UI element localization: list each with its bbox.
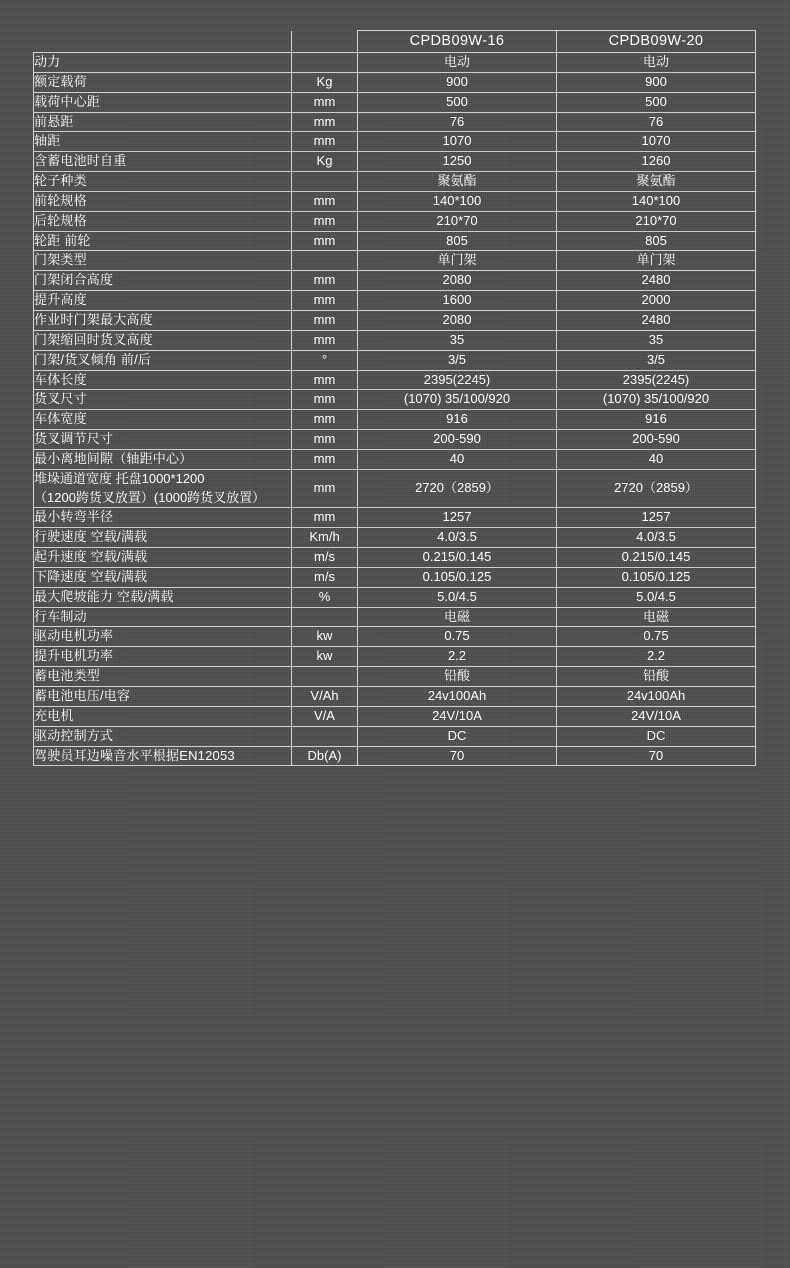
table-row bbox=[34, 310, 756, 330]
row-unit: mm bbox=[292, 449, 358, 469]
row-label: 起升速度 空载/满载 bbox=[34, 548, 292, 568]
row-value-model-1: 铅酸 bbox=[358, 667, 557, 687]
row-label-line-2: （1200跨货叉放置）(1000跨货叉放置） bbox=[34, 489, 266, 505]
row-unit: mm bbox=[292, 410, 358, 430]
table-row bbox=[34, 706, 756, 726]
header-name-cell bbox=[34, 31, 292, 53]
table-row bbox=[34, 687, 756, 707]
table-row bbox=[34, 53, 756, 73]
row-value-model-1: 24V/10A bbox=[358, 706, 557, 726]
row-label: 含蓄电池时自重 bbox=[34, 152, 292, 172]
row-value-model-2: 24V/10A bbox=[557, 706, 756, 726]
row-value-model-1: 500 bbox=[358, 92, 557, 112]
row-value-model-1: 0.215/0.145 bbox=[358, 548, 557, 568]
row-unit: mm bbox=[292, 310, 358, 330]
row-value-model-1: 聚氨酯 bbox=[358, 172, 557, 192]
row-value-model-2: 2.2 bbox=[557, 647, 756, 667]
row-value-model-2: 140*100 bbox=[557, 191, 756, 211]
table-row bbox=[34, 172, 756, 192]
row-value-model-2: 电动 bbox=[557, 53, 756, 73]
row-label: 车体长度 bbox=[34, 370, 292, 390]
table-row bbox=[34, 291, 756, 311]
row-unit: mm bbox=[292, 112, 358, 132]
table-row bbox=[34, 410, 756, 430]
row-label: 额定载荷 bbox=[34, 72, 292, 92]
table-row bbox=[34, 726, 756, 746]
row-unit bbox=[292, 667, 358, 687]
row-unit: mm bbox=[292, 370, 358, 390]
row-value-model-2: 916 bbox=[557, 410, 756, 430]
table-body bbox=[34, 31, 756, 766]
row-value-model-2: 0.75 bbox=[557, 627, 756, 647]
row-value-model-2: 4.0/3.5 bbox=[557, 528, 756, 548]
row-value-model-1: 805 bbox=[358, 231, 557, 251]
row-value-model-1: 76 bbox=[358, 112, 557, 132]
table-row bbox=[34, 746, 756, 766]
row-unit: Kg bbox=[292, 72, 358, 92]
row-unit bbox=[292, 607, 358, 627]
row-label bbox=[34, 469, 292, 508]
row-label: 车体宽度 bbox=[34, 410, 292, 430]
row-value-model-1: 2080 bbox=[358, 271, 557, 291]
specification-table bbox=[33, 30, 756, 766]
row-unit bbox=[292, 251, 358, 271]
table-row bbox=[34, 627, 756, 647]
row-value-model-2: 3/5 bbox=[557, 350, 756, 370]
row-value-model-1: 24v100Ah bbox=[358, 687, 557, 707]
row-label: 门架类型 bbox=[34, 251, 292, 271]
specification-sheet bbox=[33, 30, 755, 766]
row-label: 载荷中心距 bbox=[34, 92, 292, 112]
table-row bbox=[34, 92, 756, 112]
table-row bbox=[34, 191, 756, 211]
table-row bbox=[34, 667, 756, 687]
row-unit: m/s bbox=[292, 548, 358, 568]
row-unit: m/s bbox=[292, 567, 358, 587]
row-value-model-1: 电磁 bbox=[358, 607, 557, 627]
row-value-model-1: 2.2 bbox=[358, 647, 557, 667]
row-value-model-1: 1600 bbox=[358, 291, 557, 311]
table-row bbox=[34, 330, 756, 350]
table-row bbox=[34, 587, 756, 607]
row-value-model-1: 140*100 bbox=[358, 191, 557, 211]
row-value-model-2: (1070) 35/100/920 bbox=[557, 390, 756, 410]
row-label: 提升电机功率 bbox=[34, 647, 292, 667]
row-value-model-2: 500 bbox=[557, 92, 756, 112]
row-value-model-1: 200-590 bbox=[358, 430, 557, 450]
row-label: 货叉尺寸 bbox=[34, 390, 292, 410]
row-unit: ° bbox=[292, 350, 358, 370]
row-label: 门架/货叉倾角 前/后 bbox=[34, 350, 292, 370]
table-row bbox=[34, 271, 756, 291]
row-value-model-2: 1260 bbox=[557, 152, 756, 172]
row-label: 最大爬坡能力 空载/满载 bbox=[34, 587, 292, 607]
row-value-model-1: 900 bbox=[358, 72, 557, 92]
row-value-model-2: 2395(2245) bbox=[557, 370, 756, 390]
row-label: 最小转弯半径 bbox=[34, 508, 292, 528]
row-value-model-2: 35 bbox=[557, 330, 756, 350]
row-label: 行车制动 bbox=[34, 607, 292, 627]
row-unit: mm bbox=[292, 469, 358, 508]
row-value-model-2: 2480 bbox=[557, 310, 756, 330]
row-value-model-2: 聚氨酯 bbox=[557, 172, 756, 192]
row-value-model-2: 2720（2859） bbox=[557, 469, 756, 508]
row-unit: V/A bbox=[292, 706, 358, 726]
row-value-model-2: 805 bbox=[557, 231, 756, 251]
table-row bbox=[34, 548, 756, 568]
row-unit: mm bbox=[292, 231, 358, 251]
row-value-model-1: 1250 bbox=[358, 152, 557, 172]
row-label: 蓄电池类型 bbox=[34, 667, 292, 687]
row-unit: mm bbox=[292, 132, 358, 152]
row-value-model-1: 210*70 bbox=[358, 211, 557, 231]
row-label: 动力 bbox=[34, 53, 292, 73]
row-unit: kw bbox=[292, 647, 358, 667]
row-label-line-1: 堆垛通道宽度 托盘1000*1200 bbox=[34, 470, 205, 486]
row-value-model-2: 1257 bbox=[557, 508, 756, 528]
row-value-model-2: 40 bbox=[557, 449, 756, 469]
row-label: 轴距 bbox=[34, 132, 292, 152]
table-row bbox=[34, 567, 756, 587]
row-label: 驱动控制方式 bbox=[34, 726, 292, 746]
row-label: 轮子种类 bbox=[34, 172, 292, 192]
row-value-model-2: 76 bbox=[557, 112, 756, 132]
row-value-model-2: 电磁 bbox=[557, 607, 756, 627]
row-label: 后轮规格 bbox=[34, 211, 292, 231]
row-value-model-1: 2395(2245) bbox=[358, 370, 557, 390]
row-value-model-1: 916 bbox=[358, 410, 557, 430]
row-unit: mm bbox=[292, 271, 358, 291]
table-row bbox=[34, 350, 756, 370]
row-value-model-1: (1070) 35/100/920 bbox=[358, 390, 557, 410]
row-unit bbox=[292, 726, 358, 746]
header-model-2: CPDB09W-20 bbox=[557, 31, 756, 53]
table-row bbox=[34, 251, 756, 271]
row-label: 作业时门架最大高度 bbox=[34, 310, 292, 330]
table-row bbox=[34, 449, 756, 469]
row-value-model-2: 70 bbox=[557, 746, 756, 766]
row-value-model-2: 200-590 bbox=[557, 430, 756, 450]
row-value-model-1: 4.0/3.5 bbox=[358, 528, 557, 548]
row-unit: V/Ah bbox=[292, 687, 358, 707]
row-value-model-1: 2080 bbox=[358, 310, 557, 330]
table-row bbox=[34, 607, 756, 627]
row-unit: mm bbox=[292, 291, 358, 311]
row-unit: mm bbox=[292, 191, 358, 211]
row-value-model-2: 5.0/4.5 bbox=[557, 587, 756, 607]
row-unit: mm bbox=[292, 330, 358, 350]
row-unit: mm bbox=[292, 430, 358, 450]
row-label: 下降速度 空载/满载 bbox=[34, 567, 292, 587]
row-value-model-2: 24v100Ah bbox=[557, 687, 756, 707]
table-row bbox=[34, 647, 756, 667]
row-unit: % bbox=[292, 587, 358, 607]
row-unit bbox=[292, 172, 358, 192]
row-value-model-2: 2480 bbox=[557, 271, 756, 291]
row-label: 驾驶员耳边噪音水平根据EN12053 bbox=[34, 746, 292, 766]
header-model-1: CPDB09W-16 bbox=[358, 31, 557, 53]
row-value-model-2: 1070 bbox=[557, 132, 756, 152]
row-value-model-1: 3/5 bbox=[358, 350, 557, 370]
row-unit bbox=[292, 53, 358, 73]
row-label: 充电机 bbox=[34, 706, 292, 726]
table-row bbox=[34, 390, 756, 410]
row-label: 蓄电池电压/电容 bbox=[34, 687, 292, 707]
row-unit: mm bbox=[292, 92, 358, 112]
row-label: 门架缩回时货叉高度 bbox=[34, 330, 292, 350]
row-unit: mm bbox=[292, 211, 358, 231]
row-value-model-1: 35 bbox=[358, 330, 557, 350]
row-value-model-1: 2720（2859） bbox=[358, 469, 557, 508]
row-value-model-2: 2000 bbox=[557, 291, 756, 311]
row-unit: Km/h bbox=[292, 528, 358, 548]
row-label: 轮距 前轮 bbox=[34, 231, 292, 251]
row-unit: Kg bbox=[292, 152, 358, 172]
row-unit: Db(A) bbox=[292, 746, 358, 766]
row-unit: mm bbox=[292, 508, 358, 528]
row-value-model-2: 单门架 bbox=[557, 251, 756, 271]
table-row bbox=[34, 528, 756, 548]
table-row bbox=[34, 72, 756, 92]
row-label: 驱动电机功率 bbox=[34, 627, 292, 647]
row-label: 货叉调节尺寸 bbox=[34, 430, 292, 450]
row-label: 门架闭合高度 bbox=[34, 271, 292, 291]
table-row bbox=[34, 132, 756, 152]
row-value-model-2: 210*70 bbox=[557, 211, 756, 231]
row-value-model-2: 900 bbox=[557, 72, 756, 92]
row-value-model-1: 5.0/4.5 bbox=[358, 587, 557, 607]
row-value-model-1: 0.105/0.125 bbox=[358, 567, 557, 587]
row-unit: kw bbox=[292, 627, 358, 647]
row-value-model-2: DC bbox=[557, 726, 756, 746]
row-value-model-2: 铅酸 bbox=[557, 667, 756, 687]
row-label: 前悬距 bbox=[34, 112, 292, 132]
row-value-model-1: 70 bbox=[358, 746, 557, 766]
row-label: 行驶速度 空载/满载 bbox=[34, 528, 292, 548]
table-row bbox=[34, 469, 756, 508]
row-value-model-1: 1070 bbox=[358, 132, 557, 152]
row-value-model-1: 40 bbox=[358, 449, 557, 469]
row-value-model-2: 0.105/0.125 bbox=[557, 567, 756, 587]
table-row bbox=[34, 112, 756, 132]
table-row bbox=[34, 211, 756, 231]
row-unit: mm bbox=[292, 390, 358, 410]
table-row bbox=[34, 152, 756, 172]
table-row bbox=[34, 231, 756, 251]
table-row bbox=[34, 370, 756, 390]
table-row bbox=[34, 430, 756, 450]
row-label: 最小离地间隙（轴距中心） bbox=[34, 449, 292, 469]
table-row bbox=[34, 508, 756, 528]
row-value-model-1: 0.75 bbox=[358, 627, 557, 647]
row-value-model-2: 0.215/0.145 bbox=[557, 548, 756, 568]
row-value-model-1: 单门架 bbox=[358, 251, 557, 271]
row-value-model-1: DC bbox=[358, 726, 557, 746]
table-header-row bbox=[34, 31, 756, 53]
row-label: 提升高度 bbox=[34, 291, 292, 311]
header-unit-cell bbox=[292, 31, 358, 53]
row-label: 前轮规格 bbox=[34, 191, 292, 211]
row-value-model-1: 1257 bbox=[358, 508, 557, 528]
row-value-model-1: 电动 bbox=[358, 53, 557, 73]
